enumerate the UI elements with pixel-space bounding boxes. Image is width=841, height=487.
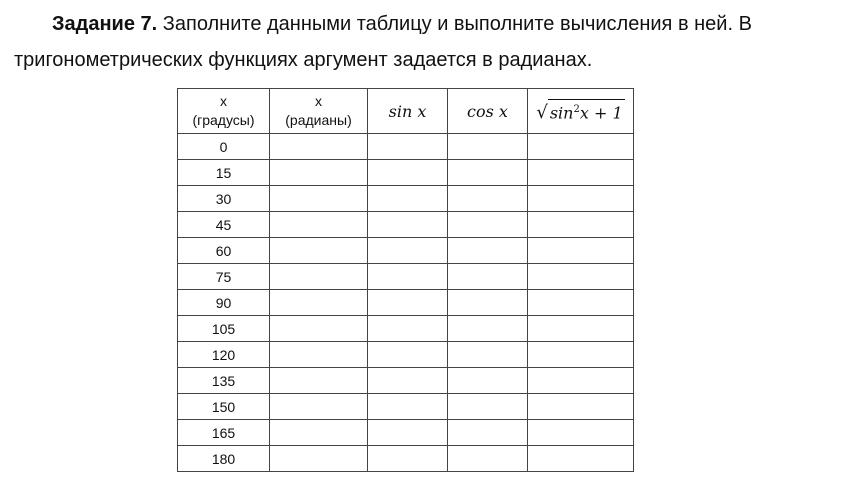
- cell-sin: [368, 446, 448, 472]
- sqrt-sign-icon: √: [536, 102, 548, 124]
- table-row: [178, 264, 634, 290]
- cell-sin: [368, 212, 448, 238]
- cell-radians: [270, 134, 368, 160]
- header-radians-unit: (радианы): [285, 112, 352, 128]
- cell-radians: [270, 264, 368, 290]
- cell-cos: [448, 160, 528, 186]
- cell-sqrt: [528, 186, 634, 212]
- header-degrees-var: x: [220, 93, 227, 109]
- cell-radians: [270, 420, 368, 446]
- sqrt-base: sin: [549, 103, 574, 123]
- cell-cos: [448, 290, 528, 316]
- task-text-1: Заполните данными таблицу и выполните вычисления в ней. В: [162, 13, 752, 35]
- table-body: [178, 134, 634, 472]
- cell-sqrt: [528, 420, 634, 446]
- header-degrees: [178, 89, 270, 134]
- cell-radians: [270, 212, 368, 238]
- cell-sin: [368, 290, 448, 316]
- cell-radians: [270, 186, 368, 212]
- cell-degrees: 120: [178, 342, 270, 368]
- cell-sqrt: [528, 342, 634, 368]
- header-sqrt-formula: [528, 89, 634, 134]
- cell-cos: [448, 212, 528, 238]
- cell-radians: [270, 238, 368, 264]
- table-row: [178, 160, 634, 186]
- cell-sin: [368, 134, 448, 160]
- cell-cos: [448, 368, 528, 394]
- cell-cos: [448, 134, 528, 160]
- header-row: [178, 89, 634, 134]
- cell-radians: [270, 394, 368, 420]
- header-degrees-unit: (градусы): [192, 112, 255, 128]
- cell-sin: [368, 394, 448, 420]
- cell-radians: [270, 446, 368, 472]
- cell-radians: [270, 290, 368, 316]
- header-sin: sin x: [368, 89, 448, 134]
- table-row: [178, 342, 634, 368]
- table-row: [178, 290, 634, 316]
- cell-sqrt: [528, 212, 634, 238]
- task-label: Задание 7.: [52, 13, 158, 35]
- cell-radians: [270, 160, 368, 186]
- sqrt-rest: x + 1: [579, 103, 623, 123]
- cell-degrees: 60: [178, 238, 270, 264]
- cell-cos: [448, 446, 528, 472]
- sqrt-exponent: 2: [573, 103, 580, 115]
- cell-cos: [448, 394, 528, 420]
- cell-cos: [448, 342, 528, 368]
- cell-sin: [368, 368, 448, 394]
- cell-sqrt: [528, 160, 634, 186]
- cell-cos: [448, 186, 528, 212]
- table-row: [178, 238, 634, 264]
- task-line-1: [14, 6, 829, 42]
- sqrt-radicand: [548, 99, 625, 123]
- cell-degrees: 105: [178, 316, 270, 342]
- table-row: [178, 368, 634, 394]
- cell-degrees: 150: [178, 394, 270, 420]
- cell-cos: [448, 316, 528, 342]
- cell-sin: [368, 186, 448, 212]
- cell-degrees: 45: [178, 212, 270, 238]
- cell-sin: [368, 238, 448, 264]
- cell-degrees: 30: [178, 186, 270, 212]
- task-text-2: тригонометрических функциях аргумент задается в радианах.: [14, 49, 593, 71]
- cell-sqrt: [528, 394, 634, 420]
- cell-sin: [368, 342, 448, 368]
- cell-degrees: 90: [178, 290, 270, 316]
- table-row: [178, 446, 634, 472]
- cell-sqrt: [528, 368, 634, 394]
- cell-radians: [270, 342, 368, 368]
- table-row: [178, 212, 634, 238]
- table-row: [178, 420, 634, 446]
- table-row: [178, 316, 634, 342]
- cell-degrees: 75: [178, 264, 270, 290]
- header-radians: [270, 89, 368, 134]
- header-cos: cos x: [448, 89, 528, 134]
- cell-cos: [448, 264, 528, 290]
- table-row: [178, 394, 634, 420]
- cell-degrees: 165: [178, 420, 270, 446]
- cell-sqrt: [528, 316, 634, 342]
- cell-cos: [448, 420, 528, 446]
- cell-sqrt: [528, 238, 634, 264]
- sqrt-formula: [536, 99, 624, 123]
- cell-sqrt: [528, 134, 634, 160]
- cell-degrees: 15: [178, 160, 270, 186]
- cell-sin: [368, 316, 448, 342]
- cell-sqrt: [528, 264, 634, 290]
- cell-sin: [368, 264, 448, 290]
- cell-degrees: 180: [178, 446, 270, 472]
- table-row: [178, 134, 634, 160]
- cell-cos: [448, 238, 528, 264]
- cell-sqrt: [528, 446, 634, 472]
- cell-sqrt: [528, 290, 634, 316]
- cell-degrees: 135: [178, 368, 270, 394]
- cell-radians: [270, 368, 368, 394]
- cell-degrees: 0: [178, 134, 270, 160]
- task-statement: [14, 6, 829, 78]
- calc-table: [177, 88, 634, 472]
- cell-radians: [270, 316, 368, 342]
- cell-sin: [368, 160, 448, 186]
- table-row: [178, 186, 634, 212]
- header-radians-var: x: [315, 93, 322, 109]
- cell-sin: [368, 420, 448, 446]
